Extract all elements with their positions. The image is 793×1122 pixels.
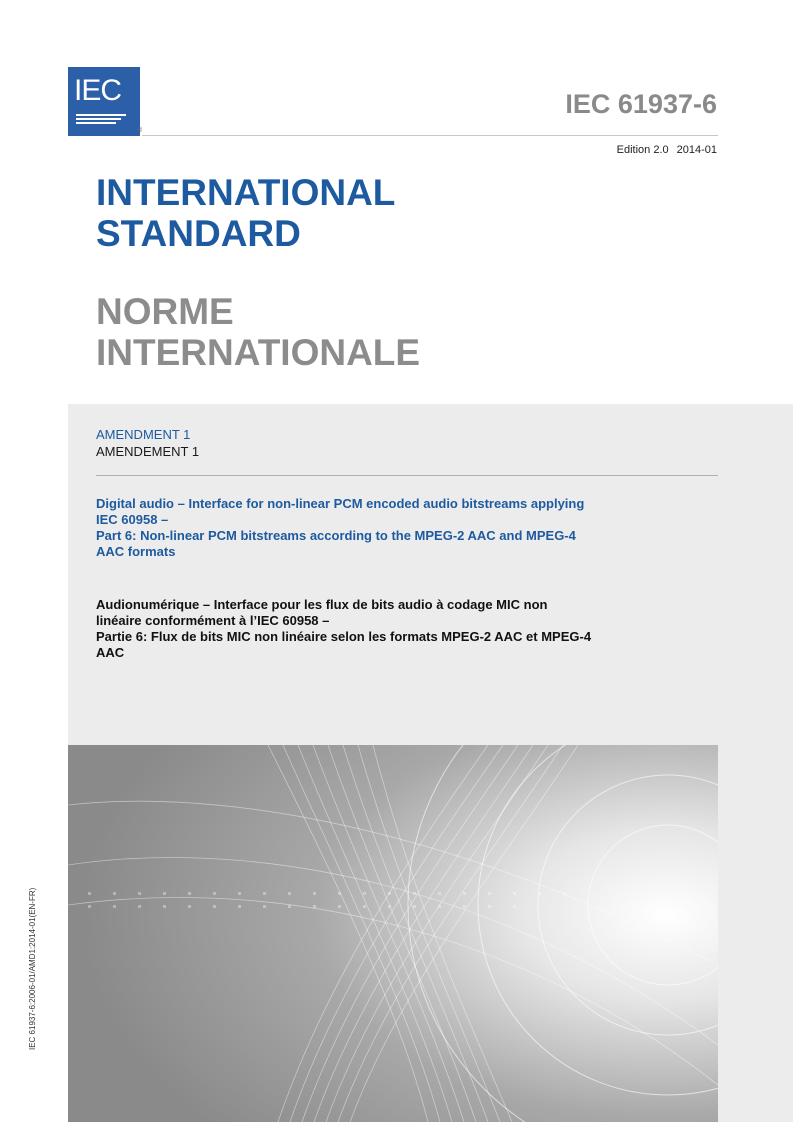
amendment-fr: AMENDEMENT 1	[96, 444, 200, 459]
description-fr-text: Audionumérique – Interface pour les flux de bits audio à codage MIC non linéaire conformément à l’IEC 60958 – Partie 6: Flux de bits MIC non linéaire selon les formats MPEG-2 AAC et MPEG-4 AAC	[96, 597, 592, 660]
standard-number: IEC 61937-6	[565, 89, 717, 119]
title-norme-internationale	[96, 291, 420, 373]
logo-lines	[76, 114, 126, 126]
title-fr-line2: INTERNATIONALE	[96, 332, 421, 373]
document-reference-code: IEC 61937-6:2006-01/AMD1:2014-01(EN-FR)	[28, 887, 37, 1050]
cover-artwork	[68, 745, 718, 1122]
logo-text: IEC	[74, 74, 122, 107]
description-en	[96, 496, 726, 560]
title-fr-line1: NORME	[96, 291, 234, 332]
amendment-en: AMENDMENT 1	[96, 427, 191, 442]
registered-mark: ®	[137, 127, 143, 134]
edition-date: 2014-01	[676, 144, 717, 156]
title-en-line1: INTERNATIONAL	[96, 172, 396, 213]
title-en-line2: STANDARD	[96, 213, 301, 254]
panel-divider	[96, 475, 718, 476]
description-en-text: Digital audio – Interface for non-linear PCM encoded audio bitstreams applying IEC 60958 – Part 6: Non-linear PCM bitstreams according to the MPEG-2 AAC and MPEG-4 AAC formats	[96, 496, 585, 559]
iec-logo	[68, 67, 143, 136]
description-fr	[96, 597, 726, 661]
edition-line	[609, 144, 717, 156]
header-divider	[142, 135, 718, 136]
edition-label: Edition 2.0	[616, 144, 669, 156]
title-international-standard	[96, 172, 395, 254]
